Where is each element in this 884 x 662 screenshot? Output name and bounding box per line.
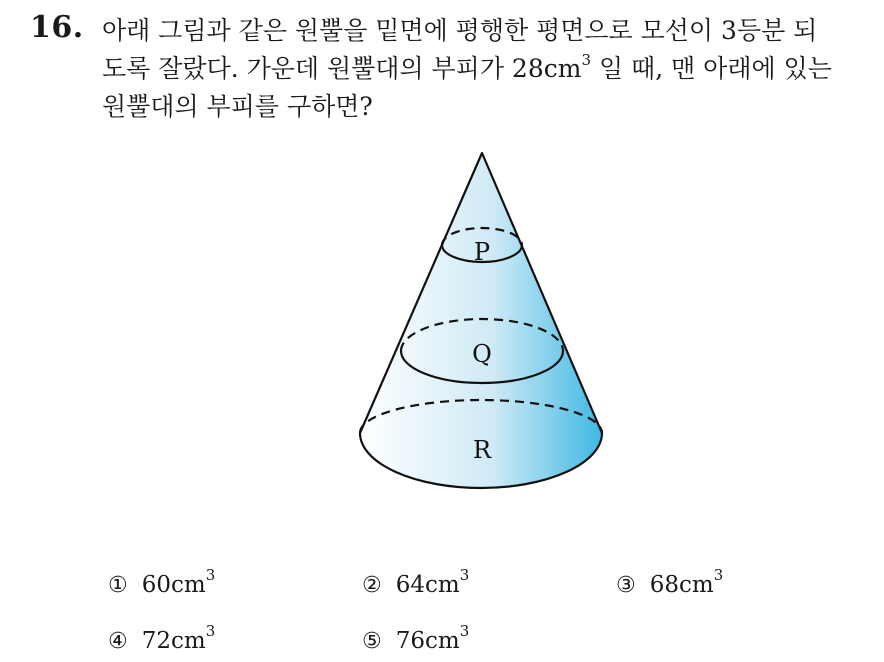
choice-5-sup: 3 — [459, 622, 470, 641]
choice-1-value: 60cm — [141, 572, 206, 598]
stem-superscript: 3 — [581, 50, 591, 69]
choice-1[interactable] — [108, 566, 216, 598]
choice-2-sup: 3 — [459, 566, 470, 585]
choice-1-sup: 3 — [205, 566, 216, 585]
choice-3-sup: 3 — [713, 566, 724, 585]
choice-3-value: 68cm — [649, 572, 714, 598]
cone-diagram — [340, 145, 620, 505]
choice-2-mark: ② — [362, 573, 382, 598]
choice-5-value: 76cm — [395, 628, 460, 654]
choice-4-sup: 3 — [205, 622, 216, 641]
choice-2[interactable] — [362, 566, 470, 598]
choice-2-value: 64cm — [395, 572, 460, 598]
choice-4[interactable] — [108, 622, 216, 654]
choice-1-mark: ① — [108, 573, 128, 598]
cone-figure — [340, 145, 620, 505]
stem-line-3: 원뿔대의 부피를 구하면? — [102, 92, 373, 121]
label-q: Q — [472, 340, 492, 368]
choice-4-value: 72cm — [141, 628, 206, 654]
stem-line-2-text: 도록 잘랐다. 가운데 원뿔대의 부피가 28cm — [102, 54, 582, 83]
stem-line-2 — [102, 50, 872, 88]
choice-3-mark: ③ — [616, 573, 636, 598]
stem-line-2-text-end: 일 때, 맨 아래에 있는 — [591, 54, 832, 83]
problem-stem — [102, 12, 872, 126]
label-p: P — [473, 238, 491, 266]
choice-5[interactable] — [362, 622, 470, 654]
choice-3[interactable] — [616, 566, 724, 598]
choice-4-mark: ④ — [108, 629, 128, 654]
choice-5-mark: ⑤ — [362, 629, 382, 654]
label-r: R — [472, 436, 492, 464]
stem-line-1: 아래 그림과 같은 원뿔을 밑면에 평행한 평면으로 모선이 3등분 되 — [102, 16, 818, 45]
problem-number: 16. — [30, 10, 84, 45]
